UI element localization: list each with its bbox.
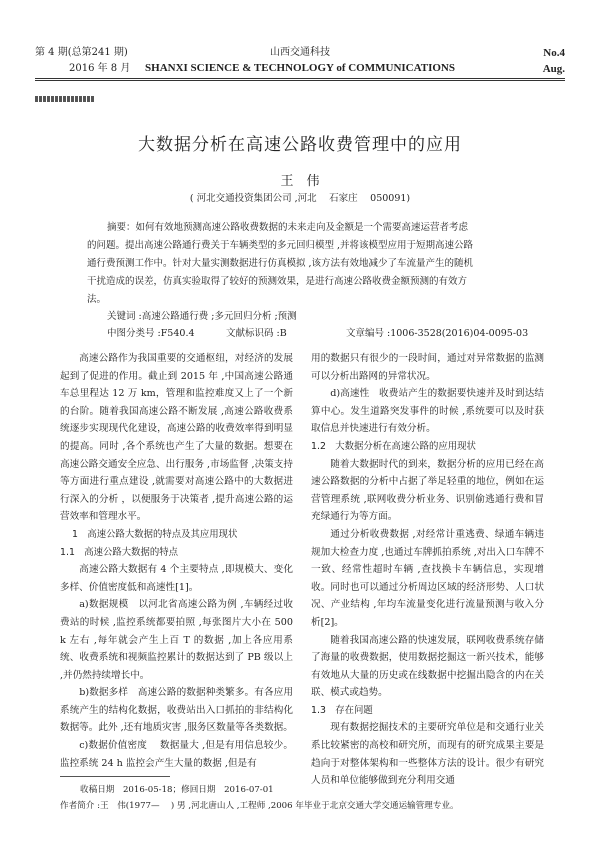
section-heading: 1.1 高速公路大数据的特点 <box>60 546 179 558</box>
journal-name-cn: 山西交通科技 <box>270 47 330 58</box>
section-heading: 1.2 大数据分析在高速公路的应用现状 <box>311 440 476 452</box>
body-paragraph: 随着大数据时代的到来，数据分析的应用已经在高速公路数据的分析中占据了举足轻重的地位，例如在运营管理系统 ,联网收费分析业务、识别偷逃通行费和冒充绿通行为等方面。 <box>311 458 544 523</box>
author-bio: 作者简介 :王 伟(1977— ) 男 ,河北唐山人 ,工程师 ,2006 年毕业于北京交通大学交通运输管理专业。 <box>60 801 459 811</box>
author-affiliation: ( 河北交通投资集团公司 ,河北 石家庄 050091) <box>189 193 411 204</box>
body-paragraph: 通过分析收费数据 ,对经常计重逃费、绿通车辆违规加大检查力度 ,也通过车牌抓拍系统 ,对出入口车牌不一致、经常性超时车辆 ,查找换卡车辆信息，实现增收。同时也可以通过分析周边区域的经济形势、人口状况、产业结构 ,年均车流量变化进行流量预测与收入分析[2]。 <box>311 528 544 628</box>
right-column <box>311 350 544 790</box>
issue-label: 第 4 期(总第241 期) <box>35 47 128 58</box>
issue-month: Aug. <box>542 63 565 75</box>
abstract-line: 干扰造成的误差，仿真实验取得了较好的预测效果，是进行高速公路收费金额预测的有效方 <box>87 276 468 287</box>
body-paragraph: 现有数据挖掘技术的主要研究单位是和交通行业关系比较紧密的高校和研究所，而现有的研究成果主要是趋向于对整体架构和一些整体方法的设计。很少有研究人员和单位能够做到充分利用交通 <box>311 722 544 787</box>
journal-name-en: SHANXI SCIENCE & TECHNOLOGY of COMMUNICATIONS <box>145 62 455 74</box>
date-label: 2016 年 8 月 <box>69 63 131 74</box>
body-paragraph: d)高速性 收费站产生的数据要快速并及时到达结算中心。发生道路突发事件的时候 ,系统要可以及时获取信息并快速进行有效分析。 <box>311 388 544 435</box>
received-date: 收稿日期 2016-05-18；修回日期 2016-07-01 <box>80 785 274 795</box>
article-number: 文章编号 :1006-3528(2016)04-0095-03 <box>346 328 529 339</box>
body-paragraph: 用的数据只有很少的一段时间，通过对异常数据的监测可以分析出路网的异常状况。 <box>311 353 544 382</box>
abstract-line: 摘要：如何有效地预测高速公路收费数据的未来走向及金额是一个需要高速运营者考虑 <box>107 222 469 233</box>
abstract-line: 法。 <box>87 294 107 305</box>
abstract-line: 通行费预测工作中。针对大量实测数据进行仿真模拟 ,该方法有效地减少了车流量产生的随机 <box>87 258 474 269</box>
body-paragraph: 高速公路作为我国重要的交通枢纽，对经济的发展起到了促进的作用。截止到 2015 年 ,中国高速公路通车总里程达 12 万 km，管理和监控难度又上了一个新的台阶。随着我国高速公路不断发展 ,高速公路收费系统逐步实现现代化建设，高速公路的收费效率得到明显的提高。同时 ,各个系统也产生了大量的数据。想要在高速公路交通安全应急、出行服务 ,市场监督 ,决策支持等方面进行重点建设 ,就需要对高速公路中的大数据进行深入的分析 ，以便服务于决策者 ,提升高速公路的运营效率和管理水平。 <box>60 353 293 523</box>
abstract-line: 的问题。提出高速公路通行费关于车辆类型的多元回归模型 ,并将该模型应用于短期高速公路 <box>87 240 474 251</box>
body-paragraph: a)数据规模 以河北省高速公路为例 ,车辆经过收费站的时候 ,监控系统都要拍照 ,每张图片大小在 500 k 左右 ,每年就会产生上百 T 的数据 ,加上各应用系统、收费系统和视频监控累计的数据达到了 PB 级以上 ,并仍然持续增长中。 <box>60 599 293 681</box>
body-paragraph: 高速公路大数据有 4 个主要特点 ,即规模大、变化多样、价值密度低和高速性[1]。 <box>60 564 293 593</box>
keywords: 关键词 :高速公路通行费 ;多元回归分析 ;预测 <box>107 311 297 322</box>
header-rule-2 <box>35 80 565 81</box>
footnote-rule <box>60 776 170 777</box>
decorative-band <box>35 96 95 102</box>
section-heading: 1 高速公路大数据的特点及其应用现状 <box>72 528 238 540</box>
section-heading: 1.3 存在问题 <box>311 704 373 716</box>
left-column <box>60 350 293 772</box>
article-title: 大数据分析在高速公路收费管理中的应用 <box>138 135 462 155</box>
class-number: 中图分类号 :F540.4 <box>107 328 195 339</box>
abstract <box>87 219 527 309</box>
header-rule <box>35 78 565 79</box>
body-paragraph: b)数据多样 高速公路的数据种类繁多。有各应用系统产生的结构化数据，收费站出入口抓拍的非结构化数据等。此外 ,还有地质灾害 ,服务区数量等各类数据。 <box>60 687 293 734</box>
document-code: 文献标识码 :B <box>226 328 287 339</box>
issue-number: No.4 <box>543 47 565 59</box>
author-name: 王 伟 <box>280 174 320 189</box>
body-paragraph: 随着我国高速公路的快速发展，联网收费系统存储了海量的收费数据，使用数据挖掘这一新兴技术，能够有效地从大量的历史或在线数据中挖掘出隐含的内在关联、模式或趋势。 <box>311 634 544 699</box>
body-paragraph: c)数据价值密度 数据量大 ,但是有用信息较少。监控系统 24 h 监控会产生大量的数据 ,但是有 <box>60 740 293 769</box>
